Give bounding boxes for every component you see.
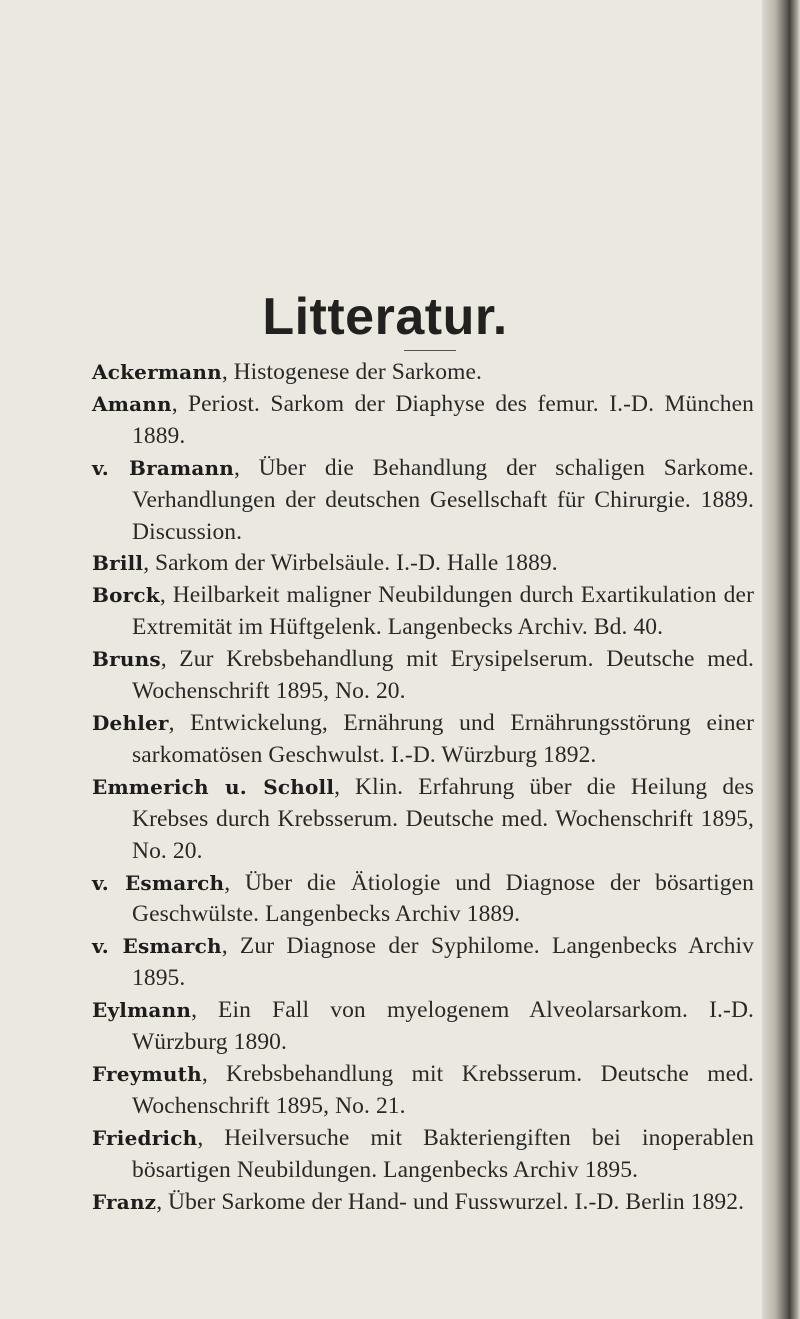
entry-text: Über Sarkome der Hand- und Fusswurzel. I.-D. Berlin 1892. — [168, 1188, 745, 1215]
entry-text: Krebsbehandlung mit Krebsserum. Deutsche med. Wochenschrift 1895, No. 21. — [132, 1060, 754, 1119]
bibliography-entry — [92, 1187, 754, 1219]
entry-text: Periost. Sarkom der Diaphyse des femur. I.-D. München 1889. — [132, 390, 755, 449]
bibliography-entry — [92, 357, 754, 389]
entry-author: Borck — [92, 583, 160, 608]
entry-author: Amann — [92, 391, 172, 416]
entry-author: Brill — [92, 551, 144, 576]
entry-author: Ackermann — [92, 360, 222, 384]
entry-separator: , — [221, 359, 234, 385]
entry-author: v. Esmarch — [92, 870, 225, 895]
entry-author: Eylmann — [92, 998, 192, 1023]
entry-text: Zur Krebsbehandlung mit Erysipelserum. Deutsche med. Wochenschrift 1895, No. 20. — [132, 646, 755, 705]
entry-text: Über die Behandlung der schaligen Sarkome. Verhandlungen der deutschen Gesellschaft für Chirurgie. 1889. Discussion. — [132, 454, 754, 545]
entry-text: Sarkom der Wirbelsäule. I.-D. Halle 1889. — [154, 550, 558, 577]
entry-text: Entwickelung, Ernährung und Ernährungsstörung einer sarkomatösen Geschwulst. I.-D. Würzburg 1892. — [132, 709, 755, 768]
entry-separator: , — [168, 709, 191, 736]
entry-separator: , — [234, 454, 259, 481]
entry-separator: , — [160, 646, 180, 673]
entry-author: v. Bramann — [92, 455, 235, 480]
bibliography-entry — [92, 995, 754, 1059]
page-title: Litteratur. — [262, 287, 508, 346]
entry-separator: , — [159, 582, 173, 609]
entry-separator: , — [201, 1060, 226, 1087]
entry-author: Dehler — [92, 710, 169, 735]
entry-author: v. Esmarch — [92, 934, 222, 959]
entry-separator: , — [143, 550, 155, 577]
entry-separator: , — [191, 997, 219, 1024]
entry-separator: , — [156, 1188, 168, 1215]
entry-author: Emmerich u. Scholl — [92, 774, 335, 799]
entry-separator: , — [221, 933, 240, 960]
entry-author: Friedrich — [92, 1125, 198, 1150]
entry-separator: , — [197, 1124, 225, 1151]
bibliography-entry — [92, 389, 754, 453]
entry-text: Heilbarkeit maligner Neubildungen durch Exartikulation der Extremität im Hüftgelenk. Langenbecks Archiv. Bd. 40. — [132, 582, 754, 641]
page-edge-highlight — [790, 0, 800, 1319]
bibliography-entry — [92, 644, 754, 708]
entry-text: Histogenese der Sarkome. — [233, 359, 483, 385]
bibliography-entry — [92, 708, 754, 772]
entry-text: Klin. Erfahrung über die Heilung des Krebses durch Krebsserum. Deutsche med. Wochenschrift 1895, No. 20. — [132, 773, 754, 864]
title-rule — [404, 350, 456, 351]
bibliography-entry — [92, 548, 754, 580]
bibliography-entry — [92, 580, 754, 644]
entry-text: Ein Fall von myelogenem Alveolarsarkom. I.-D. Würzburg 1890. — [132, 997, 754, 1056]
entry-text: Zur Diagnose der Syphilome. Langenbecks Archiv 1895. — [132, 933, 754, 992]
entry-text: Über die Ätiologie und Diagnose der bösartigen Geschwülste. Langenbecks Archiv 1889. — [132, 869, 754, 928]
entry-separator: , — [224, 869, 245, 896]
entry-text: Heilversuche mit Bakteriengiften bei inoperablen bösartigen Neubildungen. Langenbecks Archiv 1895. — [132, 1124, 754, 1183]
bibliography-entry — [92, 772, 754, 868]
entry-author: Franz — [92, 1189, 157, 1214]
bibliography-entry — [92, 453, 754, 549]
entry-separator: , — [334, 773, 355, 800]
entry-separator: , — [171, 390, 188, 417]
bibliography-entry — [92, 1123, 754, 1187]
entry-author: Freymuth — [92, 1061, 202, 1086]
bibliography-entry — [92, 931, 754, 995]
bibliography-entry — [92, 1059, 754, 1123]
bibliography-list — [92, 357, 754, 1218]
bibliography-entry — [92, 868, 754, 932]
entry-author: Bruns — [92, 647, 161, 672]
